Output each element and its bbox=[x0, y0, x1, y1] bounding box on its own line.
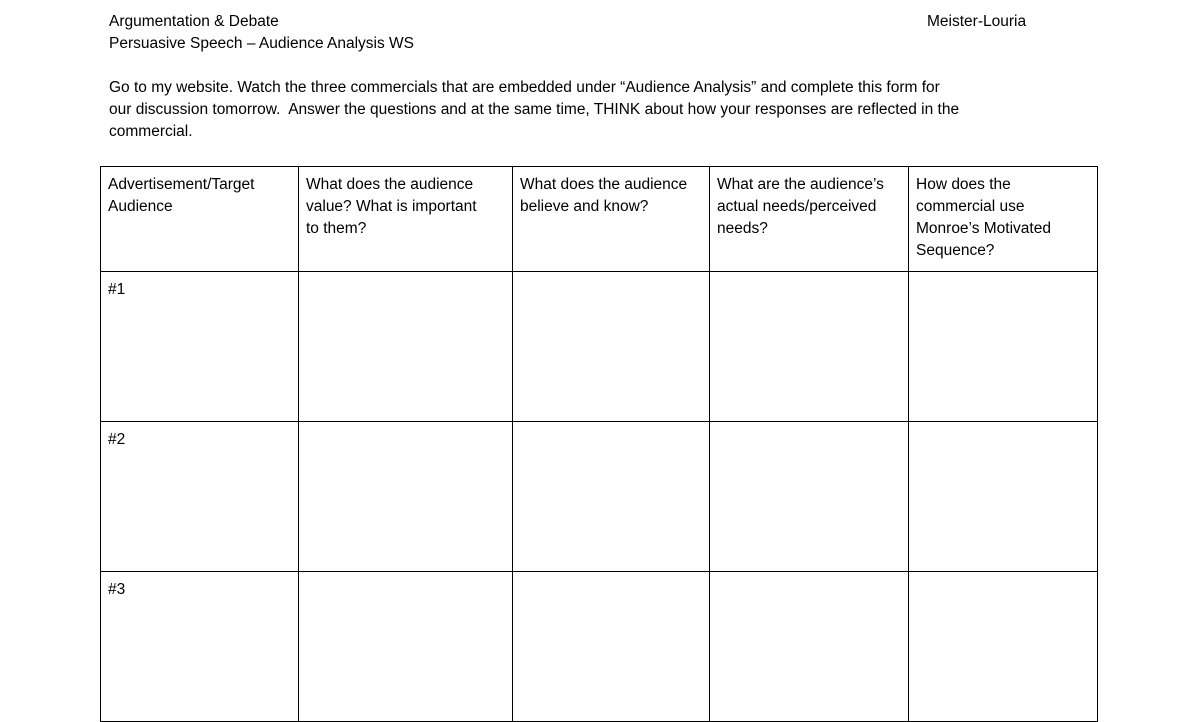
row-label: #1 bbox=[101, 272, 299, 422]
answer-cell[interactable] bbox=[299, 572, 513, 722]
table-row bbox=[101, 272, 1098, 422]
course-title: Argumentation & Debate bbox=[109, 13, 279, 30]
answer-cell[interactable] bbox=[909, 422, 1098, 572]
audience-analysis-table bbox=[100, 166, 1098, 722]
table-row bbox=[101, 422, 1098, 572]
row-label: #2 bbox=[101, 422, 299, 572]
answer-cell[interactable] bbox=[513, 422, 710, 572]
worksheet-title: Persuasive Speech – Audience Analysis WS bbox=[109, 35, 415, 52]
column-header-needs: What are the audience’s actual needs/perceived needs? bbox=[710, 167, 909, 272]
answer-cell[interactable] bbox=[909, 572, 1098, 722]
table-row bbox=[101, 572, 1098, 722]
answer-cell[interactable] bbox=[513, 272, 710, 422]
answer-cell[interactable] bbox=[710, 272, 909, 422]
answer-cell[interactable] bbox=[710, 422, 909, 572]
table-header-row bbox=[101, 167, 1098, 272]
column-header-beliefs: What does the audience believe and know? bbox=[513, 167, 710, 272]
row-label: #3 bbox=[101, 572, 299, 722]
column-header-motivated-sequence: How does the commercial use Monroe’s Motivated Sequence? bbox=[909, 167, 1098, 272]
answer-cell[interactable] bbox=[299, 272, 513, 422]
teacher-name: Meister-Louria bbox=[927, 13, 1027, 30]
column-header-advertisement: Advertisement/Target Audience bbox=[101, 167, 299, 272]
column-header-values: What does the audience value? What is important to them? bbox=[299, 167, 513, 272]
answer-cell[interactable] bbox=[513, 572, 710, 722]
answer-cell[interactable] bbox=[710, 572, 909, 722]
answer-cell[interactable] bbox=[299, 422, 513, 572]
instructions-paragraph: Go to my website. Watch the three commercials that are embedded under “Audience Analysis” and complete this form for our discussion tomorrow. Answer the questions and at the same time, THINK about how your responses are reflected in the commercial. bbox=[109, 79, 960, 140]
answer-cell[interactable] bbox=[909, 272, 1098, 422]
